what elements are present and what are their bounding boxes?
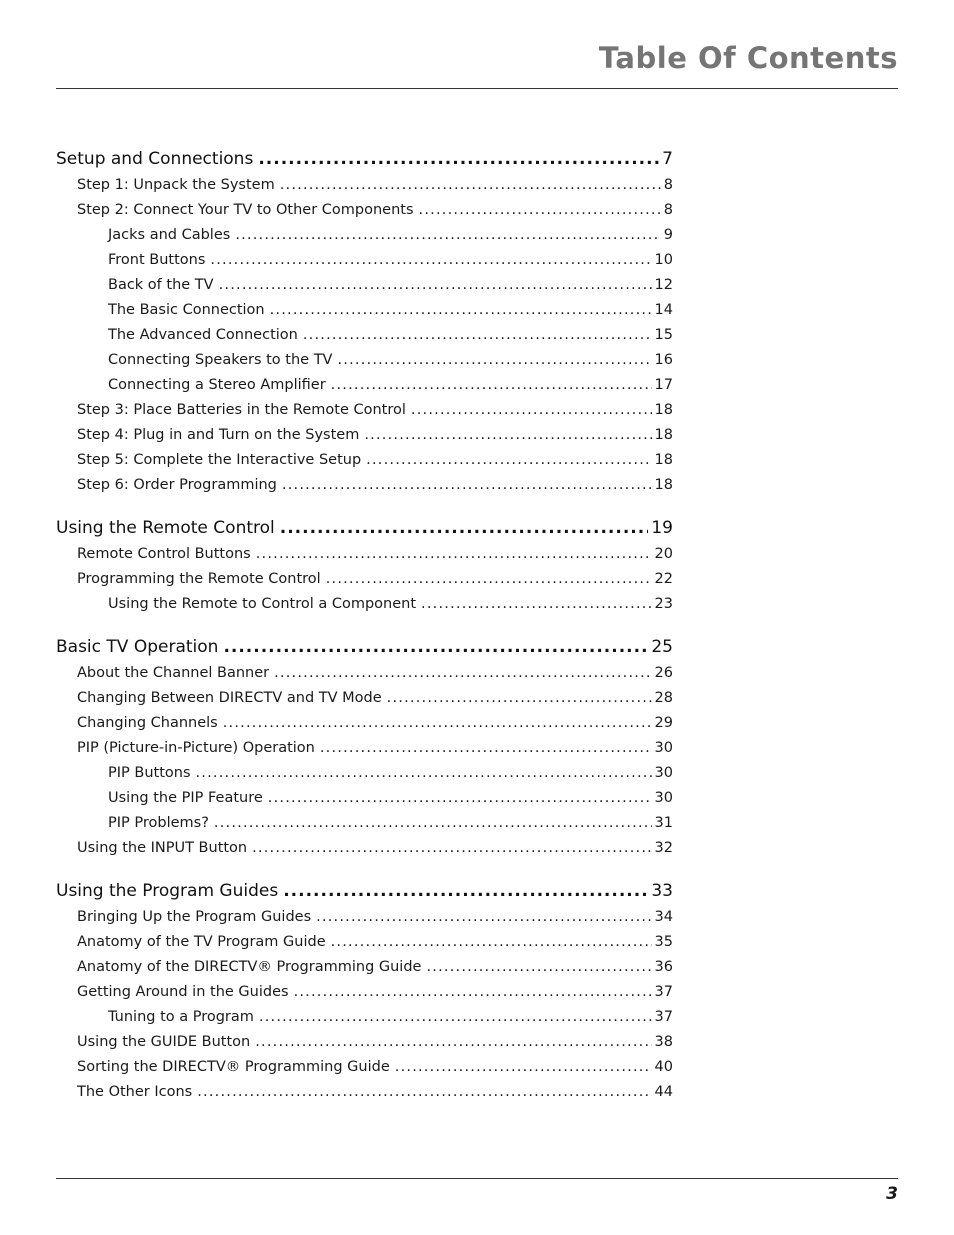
- header-rule: [56, 88, 898, 89]
- toc-entry[interactable]: [56, 473, 673, 498]
- toc-entry-page: 10: [654, 252, 673, 268]
- toc-section-heading-label: Basic TV Operation: [56, 637, 219, 657]
- toc-entry-label: Changing Between DIRECTV and TV Mode: [77, 690, 382, 706]
- toc-entry-page: 35: [654, 934, 673, 950]
- footer-rule: [56, 1178, 898, 1179]
- toc-entry-page: 18: [654, 402, 673, 418]
- dot-leader: [331, 373, 652, 398]
- toc-entry-page: 15: [654, 327, 673, 343]
- toc-section-heading-page: 19: [651, 518, 673, 538]
- toc-entry-label: PIP Buttons: [108, 765, 191, 781]
- toc-section: [56, 145, 673, 498]
- dot-leader: [196, 761, 652, 786]
- toc-entry-page: 28: [654, 690, 673, 706]
- dot-leader: [210, 248, 651, 273]
- toc-entry-page: 26: [654, 665, 673, 681]
- toc-entry[interactable]: [56, 711, 673, 736]
- dot-leader: [219, 273, 652, 298]
- dot-leader: [270, 298, 652, 323]
- dot-leader: [223, 633, 648, 661]
- toc-entry-page: 34: [654, 909, 673, 925]
- toc-entry[interactable]: [56, 373, 673, 398]
- dot-leader: [214, 811, 652, 836]
- toc-section-heading-label: Setup and Connections: [56, 149, 254, 169]
- toc-entry[interactable]: [56, 686, 673, 711]
- toc-entry-label: The Basic Connection: [108, 302, 265, 318]
- dot-leader: [259, 1005, 652, 1030]
- toc-section: [56, 633, 673, 861]
- toc-entry-page: 38: [654, 1034, 673, 1050]
- toc-entry-page: 17: [654, 377, 673, 393]
- toc-entry-label: Step 6: Order Programming: [77, 477, 277, 493]
- toc-entry-page: 30: [654, 765, 673, 781]
- toc-entry-label: Anatomy of the TV Program Guide: [77, 934, 326, 950]
- dot-leader: [252, 836, 651, 861]
- toc-entry[interactable]: [56, 1080, 673, 1105]
- toc-entry[interactable]: [56, 955, 673, 980]
- toc-entry[interactable]: [56, 905, 673, 930]
- toc-section-heading-label: Using the Remote Control: [56, 518, 275, 538]
- dot-leader: [294, 980, 652, 1005]
- toc-entry[interactable]: [56, 448, 673, 473]
- dot-leader: [197, 1080, 651, 1105]
- toc-entry-label: Using the INPUT Button: [77, 840, 248, 856]
- toc-section-heading-page: 33: [651, 881, 673, 901]
- toc-entry-label: PIP Problems?: [108, 815, 209, 831]
- toc-entry-page: 31: [654, 815, 673, 831]
- dot-leader: [331, 930, 652, 955]
- toc-entry[interactable]: [56, 761, 673, 786]
- toc-entry[interactable]: [56, 348, 673, 373]
- page-number: 3: [886, 1184, 898, 1204]
- toc-section-heading[interactable]: [56, 514, 673, 542]
- toc-section-heading[interactable]: [56, 633, 673, 661]
- toc-entry-page: 40: [654, 1059, 673, 1075]
- toc-entry[interactable]: [56, 592, 673, 617]
- dot-leader: [258, 145, 659, 173]
- toc-entry-label: Connecting Speakers to the TV: [108, 352, 333, 368]
- dot-leader: [280, 173, 661, 198]
- toc-entry-label: Anatomy of the DIRECTV® Programming Guide: [77, 959, 422, 975]
- toc-entry[interactable]: [56, 248, 673, 273]
- dot-leader: [280, 514, 649, 542]
- toc-entry-label: Step 2: Connect Your TV to Other Components: [77, 202, 414, 218]
- toc-entry-page: 18: [654, 452, 673, 468]
- toc-entry-label: Programming the Remote Control: [77, 571, 321, 587]
- toc-entry[interactable]: [56, 323, 673, 348]
- toc-entry-label: Step 3: Place Batteries in the Remote Control: [77, 402, 406, 418]
- toc-entry-label: PIP (Picture-in-Picture) Operation: [77, 740, 315, 756]
- toc-entry-label: Getting Around in the Guides: [77, 984, 289, 1000]
- toc-entry-page: 18: [654, 477, 673, 493]
- toc-entry-label: Front Buttons: [108, 252, 206, 268]
- toc-entry-page: 32: [654, 840, 673, 856]
- toc-entry[interactable]: [56, 1055, 673, 1080]
- toc-section-heading[interactable]: [56, 145, 673, 173]
- toc-entry[interactable]: [56, 811, 673, 836]
- dot-leader: [337, 348, 651, 373]
- toc-section-heading-page: 25: [651, 637, 673, 657]
- toc-entry-page: 23: [654, 596, 673, 612]
- dot-leader: [395, 1055, 652, 1080]
- toc-entry-label: Step 5: Complete the Interactive Setup: [77, 452, 362, 468]
- toc-entry-page: 37: [654, 1009, 673, 1025]
- page-title: Table Of Contents: [598, 41, 898, 75]
- toc-entry[interactable]: [56, 198, 673, 223]
- toc-entry-label: Jacks and Cables: [108, 227, 231, 243]
- dot-leader: [255, 1030, 651, 1055]
- dot-leader: [223, 711, 652, 736]
- dot-leader: [283, 877, 648, 905]
- toc-entry-page: 29: [654, 715, 673, 731]
- dot-leader: [303, 323, 652, 348]
- toc-entry[interactable]: [56, 567, 673, 592]
- dot-leader: [268, 786, 652, 811]
- table-of-contents: [56, 145, 673, 1121]
- dot-leader: [387, 686, 652, 711]
- dot-leader: [282, 473, 652, 498]
- toc-entry-label: The Other Icons: [77, 1084, 193, 1100]
- toc-entry[interactable]: [56, 836, 673, 861]
- toc-entry-page: 22: [654, 571, 673, 587]
- toc-entry-label: Tuning to a Program: [108, 1009, 254, 1025]
- toc-entry[interactable]: [56, 223, 673, 248]
- toc-entry[interactable]: [56, 423, 673, 448]
- toc-entry-label: About the Channel Banner: [77, 665, 270, 681]
- toc-entry[interactable]: [56, 661, 673, 686]
- dot-leader: [320, 736, 652, 761]
- toc-entry-page: 30: [654, 740, 673, 756]
- toc-section-heading-page: 7: [662, 149, 673, 169]
- toc-entry-label: Using the PIP Feature: [108, 790, 263, 806]
- toc-entry-label: Using the GUIDE Button: [77, 1034, 251, 1050]
- toc-section-heading-label: Using the Program Guides: [56, 881, 279, 901]
- toc-entry[interactable]: [56, 736, 673, 761]
- dot-leader: [316, 905, 651, 930]
- toc-entry[interactable]: [56, 273, 673, 298]
- toc-entry-page: 14: [654, 302, 673, 318]
- toc-entry-label: Connecting a Stereo Amplifier: [108, 377, 326, 393]
- dot-leader: [421, 592, 652, 617]
- dot-leader: [364, 423, 651, 448]
- toc-entry[interactable]: [56, 298, 673, 323]
- toc-entry-page: 8: [663, 202, 673, 218]
- toc-section: [56, 514, 673, 617]
- dot-leader: [366, 448, 651, 473]
- toc-entry-label: Back of the TV: [108, 277, 214, 293]
- toc-entry[interactable]: [56, 1005, 673, 1030]
- toc-entry-label: Remote Control Buttons: [77, 546, 251, 562]
- toc-entry[interactable]: [56, 930, 673, 955]
- toc-entry[interactable]: [56, 173, 673, 198]
- dot-leader: [326, 567, 652, 592]
- toc-section: [56, 877, 673, 1105]
- toc-entry[interactable]: [56, 1030, 673, 1055]
- dot-leader: [274, 661, 651, 686]
- toc-entry-label: Bringing Up the Program Guides: [77, 909, 312, 925]
- toc-entry-page: 12: [654, 277, 673, 293]
- toc-entry-page: 8: [663, 177, 673, 193]
- toc-entry[interactable]: [56, 980, 673, 1005]
- dot-leader: [426, 955, 651, 980]
- dot-leader: [419, 198, 661, 223]
- toc-entry-label: Step 1: Unpack the System: [77, 177, 275, 193]
- toc-entry-page: 9: [663, 227, 673, 243]
- toc-entry-page: 30: [654, 790, 673, 806]
- toc-entry-page: 18: [654, 427, 673, 443]
- toc-entry[interactable]: [56, 542, 673, 567]
- toc-entry-page: 37: [654, 984, 673, 1000]
- toc-entry-label: Using the Remote to Control a Component: [108, 596, 417, 612]
- toc-entry-page: 16: [654, 352, 673, 368]
- toc-entry-page: 44: [654, 1084, 673, 1100]
- toc-entry-page: 20: [654, 546, 673, 562]
- toc-entry-label: Step 4: Plug in and Turn on the System: [77, 427, 360, 443]
- toc-entry-label: The Advanced Connection: [108, 327, 298, 343]
- dot-leader: [411, 398, 652, 423]
- toc-entry-label: Changing Channels: [77, 715, 218, 731]
- dot-leader: [235, 223, 660, 248]
- toc-entry[interactable]: [56, 786, 673, 811]
- toc-entry-page: 36: [654, 959, 673, 975]
- toc-entry-label: Sorting the DIRECTV® Programming Guide: [77, 1059, 390, 1075]
- toc-entry[interactable]: [56, 398, 673, 423]
- toc-section-heading[interactable]: [56, 877, 673, 905]
- dot-leader: [256, 542, 652, 567]
